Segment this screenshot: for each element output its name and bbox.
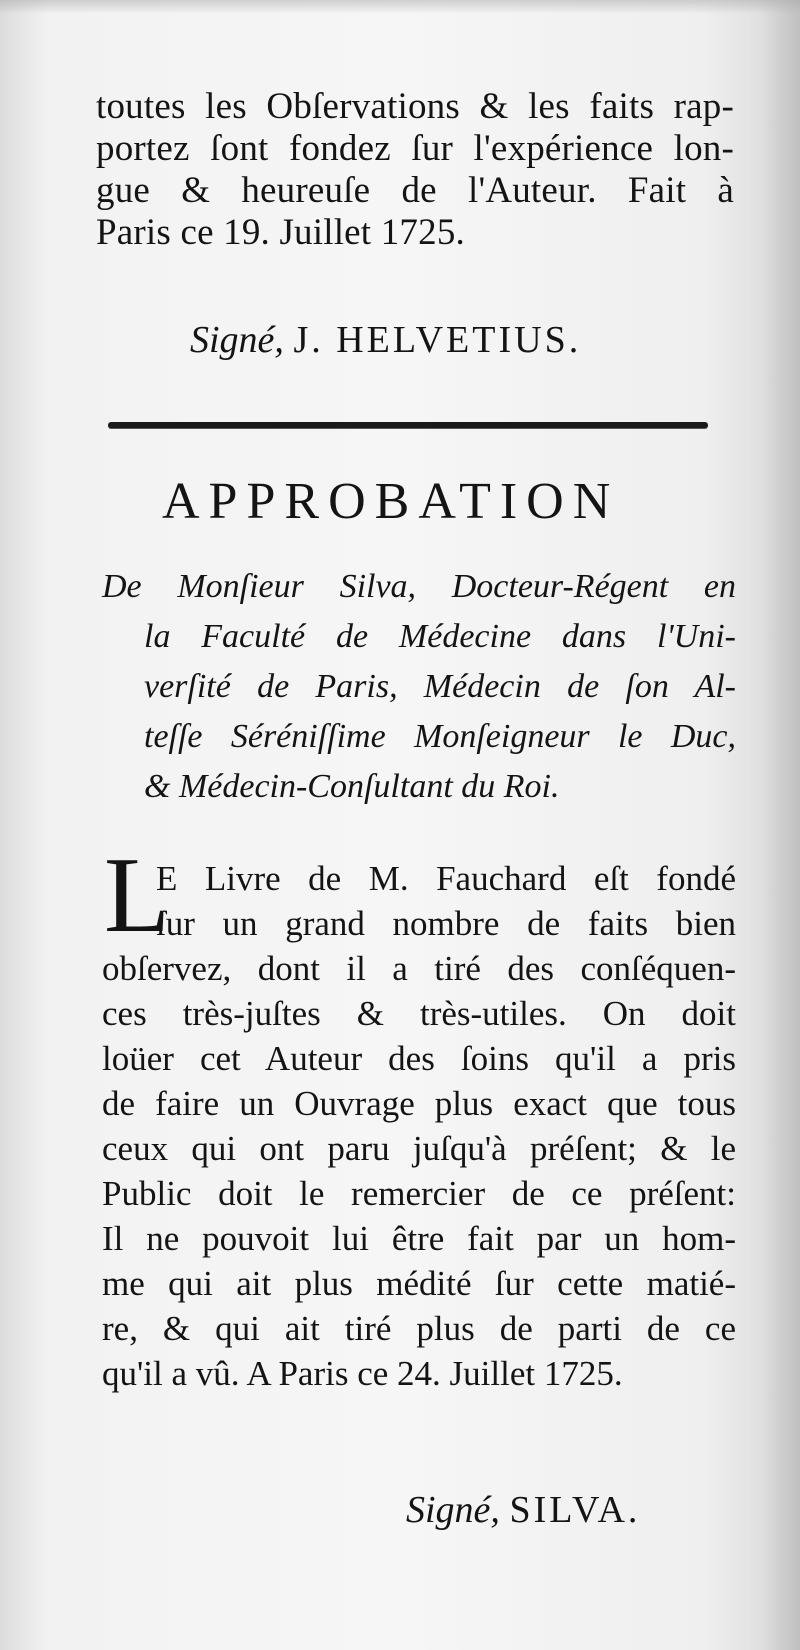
text-line: portez ſont fondez ſur l'expérience lon- [96,128,734,169]
drop-cap-letter: L [104,836,170,955]
subtitle-line: & Médecin-Conſultant du Roi. [144,768,560,805]
body-line: qu'il a vû. A Paris ce 24. Juillet 1725. [102,1354,623,1393]
signature-helvetius [190,318,581,362]
body-line: E Livre de M. Fauchard eſt fondé [156,859,736,898]
page-gutter-shadow [760,0,800,1650]
top-paragraph [96,86,734,254]
subtitle-line: la Faculté de Médecine dans l'Uni- [144,618,736,655]
body-line: Il ne pouvoit lui être fait par un hom- [102,1219,736,1258]
body-line: loüer cet Auteur des ſoins qu'il a pris [102,1039,736,1078]
approbation-body [102,856,736,1396]
text-line: toutes les Obſervations & les faits rap- [96,86,734,127]
signature-prefix: Signé, [190,319,284,361]
body-line: de faire un Ouvrage plus exact que tous [102,1084,736,1123]
signature-prefix: Signé, [406,1489,500,1531]
horizontal-rule [108,422,708,428]
body-line: re, & qui ait tiré plus de parti de ce [102,1309,736,1348]
section-heading: APPROBATION [162,473,620,530]
signature-name: J. HELVETIUS. [293,319,582,361]
approbation-subtitle [102,562,736,812]
body-line: ces très-juſtes & très-utiles. On doit [102,994,736,1033]
body-line: obſervez, dont il a tiré des conſéquen- [102,949,736,988]
page-top-shadow [0,0,800,14]
signature-silva [406,1488,640,1532]
text-line: gue & heureuſe de l'Auteur. Fait à [96,170,734,211]
body-line: Public doit le remercier de ce préſent: [102,1174,736,1213]
text-line: Paris ce 19. Juillet 1725. [96,212,465,253]
body-line: ceux qui ont paru juſqu'à préſent; & le [102,1129,736,1168]
signature-name: SILVA. [509,1489,641,1531]
body-line: ſur un grand nombre de faits bien [156,904,736,943]
subtitle-line: teſſe Séréniſſime Monſeigneur le Duc, [144,718,736,755]
subtitle-line: verſité de Paris, Médecin de ſon Al- [144,668,736,705]
body-line: me qui ait plus médité ſur cette matié- [102,1264,736,1303]
subtitle-line: De Monſieur Silva, Docteur-Régent en [102,568,736,605]
